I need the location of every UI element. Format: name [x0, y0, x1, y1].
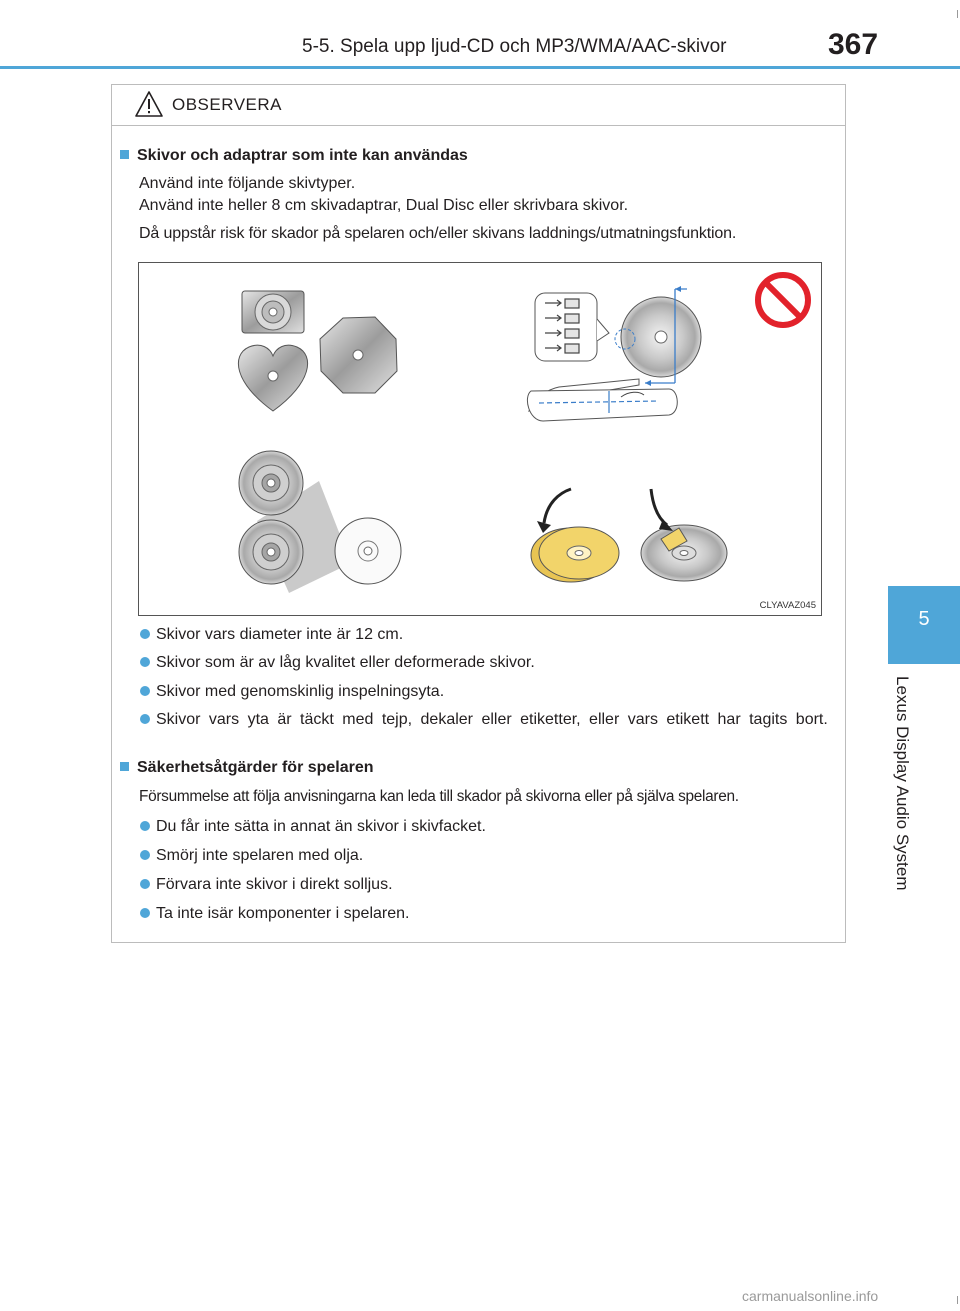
bullet-item: Skivor vars yta är täckt med tejp, dekaler eller etiketter, eller vars etikett har tagits bort. — [140, 709, 840, 730]
adaptor-disc-icon — [239, 451, 351, 593]
paragraph: Använd inte följande skivtyper. — [139, 175, 356, 192]
bullet-dot-icon — [140, 629, 150, 639]
bullet-dot-icon — [140, 686, 150, 696]
prohibition-sign-icon — [758, 275, 808, 325]
bullet-item: Skivor vars diameter inte är 12 cm. — [140, 624, 840, 645]
bullet-dot-icon — [140, 821, 150, 831]
running-header-title: 5-5. Spela upp ljud-CD och MP3/WMA/AAC-skivor — [302, 36, 727, 57]
octagon-disc-icon — [320, 317, 397, 393]
warning-icon — [134, 90, 164, 118]
illustration-drawing — [139, 263, 821, 615]
section-title-player-precautions: Säkerhetsåtgärder för spelaren — [120, 759, 374, 777]
bullet-item: Förvara inte skivor i direkt solljus. — [140, 874, 840, 895]
bullet-dot-icon — [140, 850, 150, 860]
chapter-number: 5 — [918, 608, 930, 630]
unusable-discs-illustration — [138, 262, 822, 616]
bullet-dot-icon — [140, 908, 150, 918]
notice-title: OBSERVERA — [172, 95, 283, 114]
bullet-dot-icon — [140, 714, 150, 724]
chapter-label — [888, 676, 918, 926]
peeled-label-disc-icon — [531, 489, 619, 582]
watermark: carmanualsonline.info — [742, 1288, 879, 1304]
paragraph: Försummelse att följa anvisningarna kan leda till skador på skivorna eller på själva spelaren. — [139, 788, 739, 805]
chapter-label-text: Lexus Display Audio System — [893, 676, 912, 891]
deformed-disc-icon — [527, 286, 701, 421]
figure-code: CLYAVAZ045 — [759, 600, 816, 611]
crop-mark — [957, 10, 958, 18]
paragraph: Då uppstår risk för skador på spelaren och/eller skivans laddnings/utmatningsfunktion. — [139, 225, 737, 242]
paragraph: Använd inte heller 8 cm skivadaptrar, Dual Disc eller skrivbara skivor. — [139, 197, 629, 214]
notice-header — [112, 85, 845, 126]
heart-disc-icon — [238, 345, 307, 411]
square-bullet-icon — [120, 762, 129, 771]
page-number: 367 — [828, 28, 879, 61]
page-header — [0, 0, 960, 70]
square-disc-icon — [242, 291, 304, 333]
bullet-dot-icon — [140, 879, 150, 889]
bullet-item: Skivor med genomskinlig inspelningsyta. — [140, 681, 840, 702]
bullet-dot-icon — [140, 657, 150, 667]
bullet-item: Skivor som är av låg kvalitet eller deformerade skivor. — [140, 652, 840, 673]
bullet-item: Du får inte sätta in annat än skivor i skivfacket. — [140, 816, 840, 837]
bullet-item: Smörj inte spelaren med olja. — [140, 845, 840, 866]
chapter-tab — [888, 586, 960, 664]
square-bullet-icon — [120, 150, 129, 159]
transparent-disc-icon — [335, 518, 401, 584]
header-rule — [0, 66, 960, 69]
taped-disc-icon — [641, 489, 727, 581]
notice-box — [111, 84, 846, 943]
bullet-item: Ta inte isär komponenter i spelaren. — [140, 903, 840, 924]
section-title-unusable-discs: Skivor och adaptrar som inte kan användas — [120, 147, 468, 165]
crop-mark — [957, 1296, 958, 1304]
